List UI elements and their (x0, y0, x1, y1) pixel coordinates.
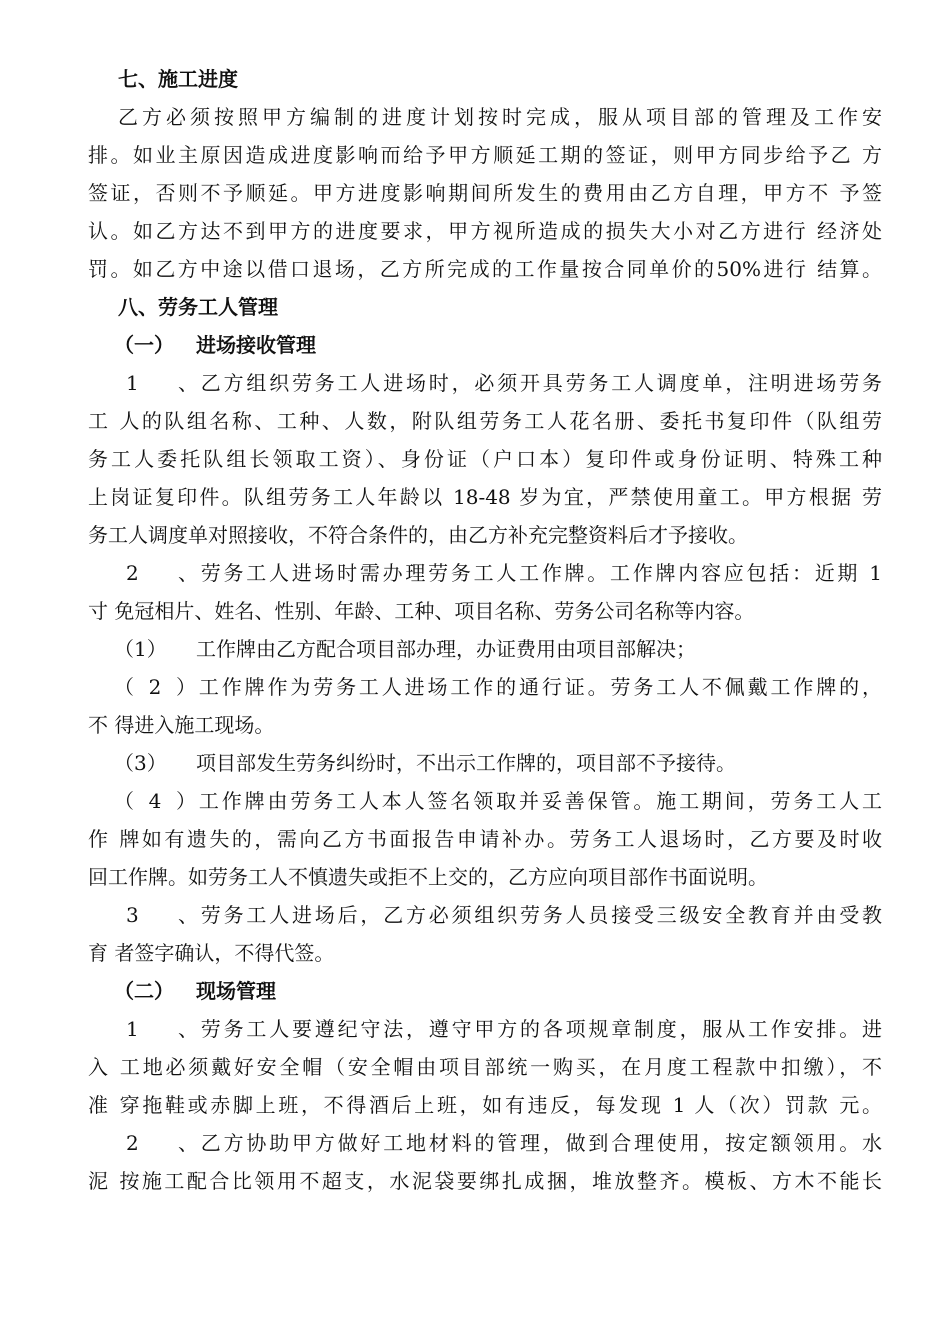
sub-item-4-line-2: 作 牌如有遗失的，需向乙方书面报告申请补办。劳务工人退场时，乙方要及时收 (88, 827, 882, 851)
subsection-1-number: （一） (114, 333, 174, 357)
subsection-1-item-1-line-4: 上岗证复印件。队组劳务工人年龄以 18-48 岁为宜，严禁使用童工。甲方根据 劳 (88, 485, 882, 509)
item-number: 1、 (126, 371, 198, 395)
item-number: 2、 (126, 1131, 198, 1155)
sub-item-number: （1） (114, 637, 167, 661)
section-8-title: 八、劳务工人管理 (118, 295, 278, 319)
sub-item-text: 工作牌由乙方配合项目部办理，办证费用由项目部解决； (196, 637, 696, 661)
section-8-heading (88, 288, 882, 326)
item-text: 乙方协助甲方做好工地材料的管理，做到合理使用，按定额领用。水 (198, 1131, 882, 1155)
subsection-1-item-2-line-2: 寸 免冠相片、姓名、性别、年龄、工种、项目名称、劳务公司名称等内容。 (88, 599, 755, 623)
subsection-2-item-1-line-1 (88, 1010, 882, 1048)
document-content (88, 60, 882, 1200)
subsection-2-item-2-line-1 (88, 1124, 882, 1162)
sub-item-text: 工作牌作为劳务工人进场工作的通行证。劳务工人不佩戴工作牌的， (196, 675, 882, 699)
subsection-1-item-1-line-3: 务工人委托队组长领取工资）、身份证（户口本）复印件或身份证明、特殊工种 (88, 447, 882, 471)
sub-item-3-line-1 (88, 744, 882, 782)
item-text: 劳务工人进场后，乙方必须组织劳务人员接受三级安全教育并由受教 (198, 903, 882, 927)
subsection-1-item-3-line-1 (88, 896, 882, 934)
sub-item-text: 项目部发生劳务纠纷时，不出示工作牌的，项目部不予接待。 (196, 751, 736, 775)
sub-item-4-line-1 (88, 782, 882, 820)
subsection-2-item-1-line-2: 入 工地必须戴好安全帽（安全帽由项目部统一购买，在月度工程款中扣缴），不 (88, 1055, 882, 1079)
item-text: 劳务工人要遵纪守法，遵守甲方的各项规章制度，服从工作安排。进 (198, 1017, 882, 1041)
section-7-title: 七、施工进度 (118, 67, 238, 91)
section-7-paragraph-line-5: 罚。如乙方中途以借口退场，乙方所完成的工作量按合同单价的50%进行 结算。 (88, 257, 882, 281)
sub-item-number: （2） (114, 675, 196, 699)
sub-item-number: （4） (114, 789, 196, 813)
subsection-2-title: 现场管理 (196, 979, 276, 1003)
sub-item-text: 工作牌由劳务工人本人签名领取并妥善保管。施工期间，劳务工人工 (196, 789, 882, 813)
subsection-1-title: 进场接收管理 (196, 333, 316, 357)
subsection-1-item-3-line-2: 育 者签字确认，不得代签。 (88, 941, 335, 965)
subsection-1-item-1-line-2: 工 人的队组名称、工种、人数，附队组劳务工人花名册、委托书复印件（队组劳 (88, 409, 882, 433)
item-text: 劳务工人进场时需办理劳务工人工作牌。工作牌内容应包括：近期 1 (198, 561, 882, 585)
item-text: 乙方组织劳务工人进场时，必须开具劳务工人调度单，注明进场劳务 (198, 371, 882, 395)
item-number: 3、 (126, 903, 198, 927)
subsection-1-heading (88, 326, 882, 364)
subsection-2-item-1-line-3: 准 穿拖鞋或赤脚上班，不得酒后上班，如有违反，每发现 1 人（次）罚款 元。 (88, 1093, 882, 1117)
section-7-paragraph-line-2: 排。如业主原因造成进度影响而给予甲方顺延工期的签证，则甲方同步给予乙 方 (88, 143, 882, 167)
subsection-1-item-2-line-1 (88, 554, 882, 592)
subsection-2-number: （二） (114, 979, 174, 1003)
subsection-2-item-2-line-2: 泥 按施工配合比领用不超支，水泥袋要绑扎成捆，堆放整齐。模板、方木不能长 (88, 1169, 882, 1193)
subsection-1-item-1-line-1 (88, 364, 882, 402)
section-7-heading (88, 60, 882, 98)
item-number: 2、 (126, 561, 198, 585)
sub-item-2-line-1 (88, 668, 882, 706)
subsection-1-item-1-line-5: 务工人调度单对照接收，不符合条件的，由乙方补充完整资料后才予接收。 (88, 523, 748, 547)
section-7-paragraph-line-1: 乙方必须按照甲方编制的进度计划按时完成，服从项目部的管理及工作安 (118, 105, 882, 129)
section-7-paragraph-line-4: 认。如乙方达不到甲方的进度要求，甲方视所造成的损失大小对乙方进行 经济处 (88, 219, 882, 243)
sub-item-4-line-3: 回工作牌。如劳务工人不慎遗失或拒不上交的，乙方应向项目部作书面说明。 (88, 865, 768, 889)
section-7-paragraph-line-3: 签证，否则不予顺延。甲方进度影响期间所发生的费用由乙方自理，甲方不 予签 (88, 181, 882, 205)
sub-item-2-line-2: 不 得进入施工现场。 (88, 713, 275, 737)
subsection-2-heading (88, 972, 882, 1010)
sub-item-number: （3） (114, 751, 167, 775)
sub-item-1-line-1 (88, 630, 882, 668)
item-number: 1、 (126, 1017, 198, 1041)
